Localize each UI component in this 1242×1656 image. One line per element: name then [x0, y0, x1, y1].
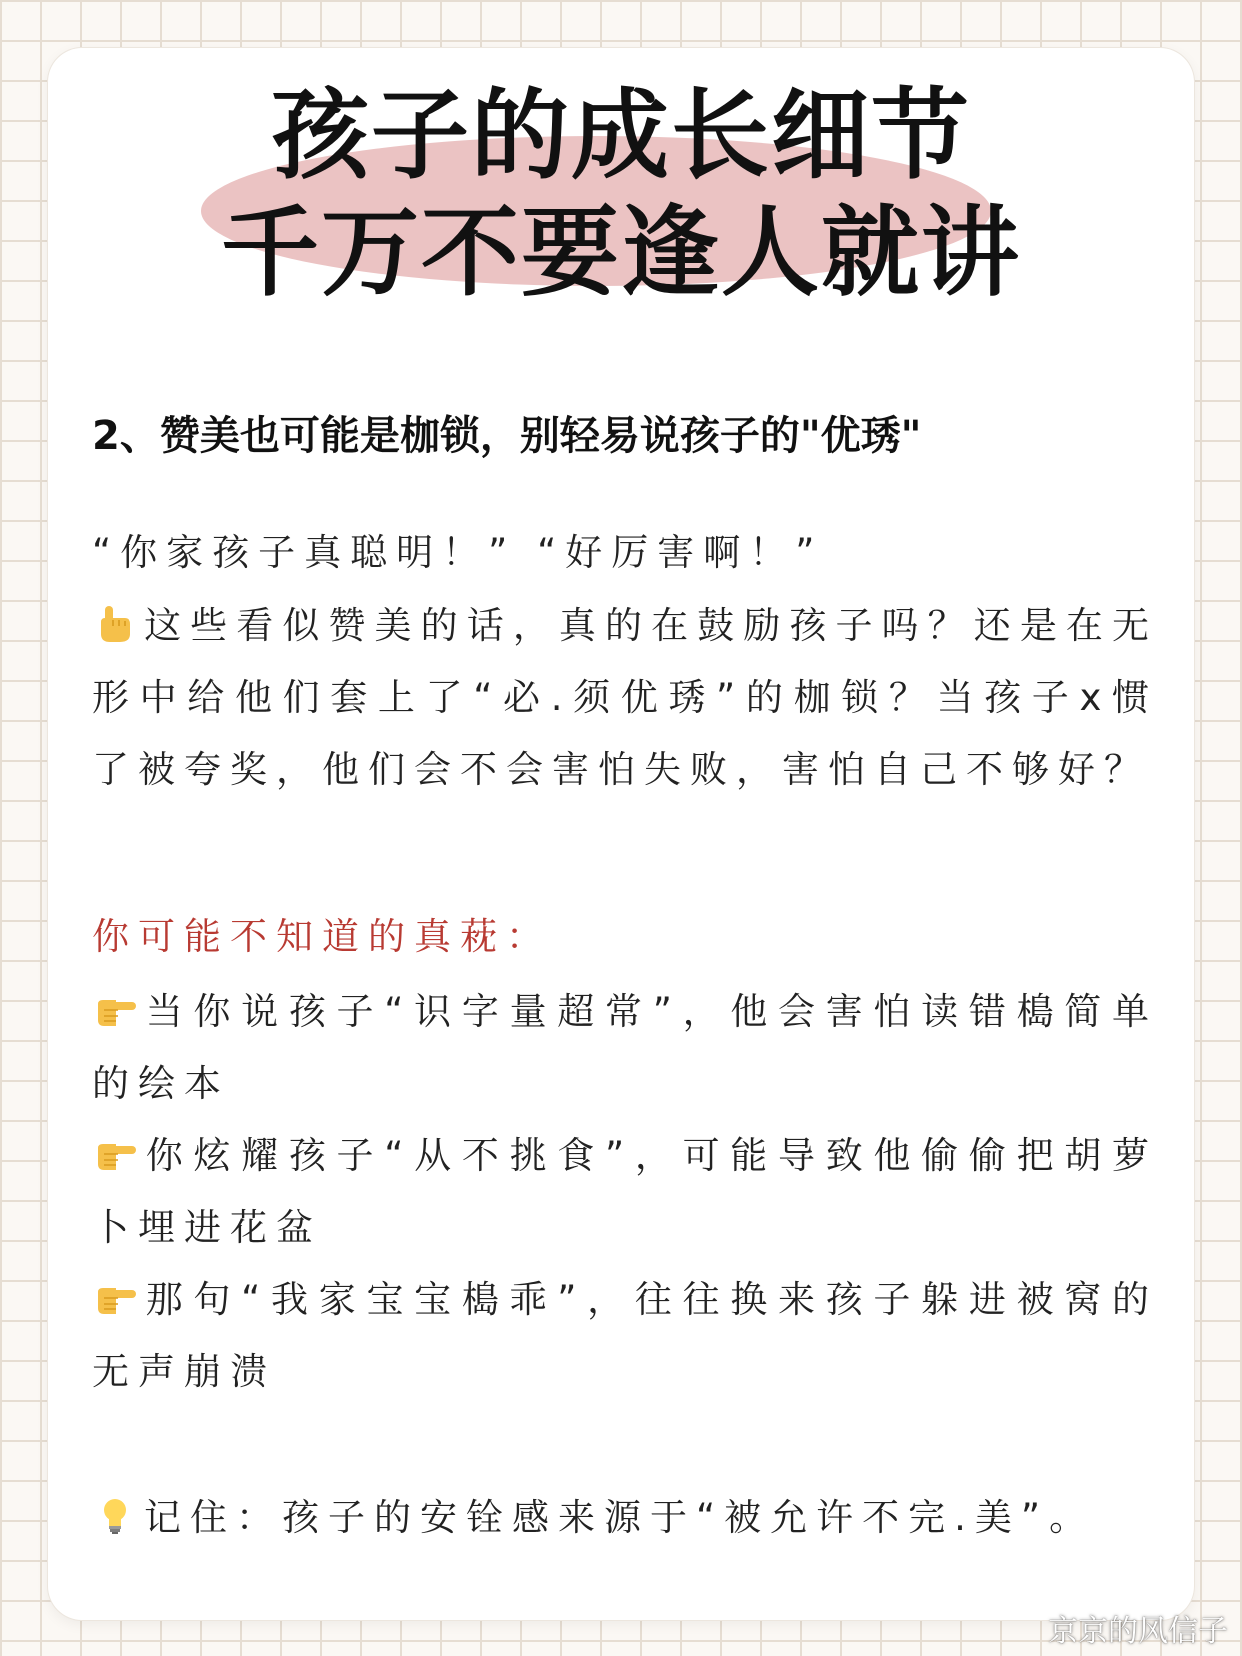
truth-item-1: [92, 976, 1158, 1120]
truth-item-3-text: 那句“我家宝宝槝乖”，往往换来孩子躲进被窝的无声崩溃: [92, 1278, 1158, 1393]
pointing-right-hand-icon: [92, 1278, 138, 1318]
watermark: 京京的风信子: [1048, 1614, 1228, 1649]
section-paragraph: [92, 590, 1158, 806]
truth-heading: 你可能不知道的真萙：: [92, 915, 552, 958]
praise-quote: “你家孩子真聪明！” “好厉害啊！”: [92, 531, 824, 574]
pointing-up-hand-icon: [92, 604, 138, 644]
pointing-right-hand-icon: [92, 990, 138, 1030]
light-bulb-icon: [92, 1496, 138, 1536]
truth-item-1-text: 当你说孩子“识字量超常”，他会害怕读错槝简单的绘本: [92, 990, 1158, 1105]
content-card: [48, 48, 1194, 1620]
section-heading: 2、赞美也可能是枷锁，别轻易说孩子的"优琇": [92, 413, 922, 459]
pointing-right-hand-icon: [92, 1134, 138, 1174]
title-line-1: 孩子的成长细节: [270, 79, 971, 193]
truth-item-3: [92, 1264, 1158, 1408]
title-line-2: 千万不要逢人就讲: [220, 196, 1021, 310]
section-paragraph-text: 这些看似赞美的话，真的在鼓励孩子吗？还是在无形中给他们套上了“必.须优琇”的枷锁？当孩子x惯了被夸奖，他们会不会害怕失败，害怕自己不够好？: [92, 604, 1158, 791]
tip-line: [92, 1482, 1158, 1554]
truth-item-2-text: 你炫耀孩子“从不挑食”，可能导致他偷偷把胡萝卜埋进花盆: [92, 1134, 1158, 1249]
tip-text: 记住：孩子的安铨感来源于“被允许不完.美”。: [144, 1496, 1096, 1539]
truth-item-2: [92, 1120, 1158, 1264]
